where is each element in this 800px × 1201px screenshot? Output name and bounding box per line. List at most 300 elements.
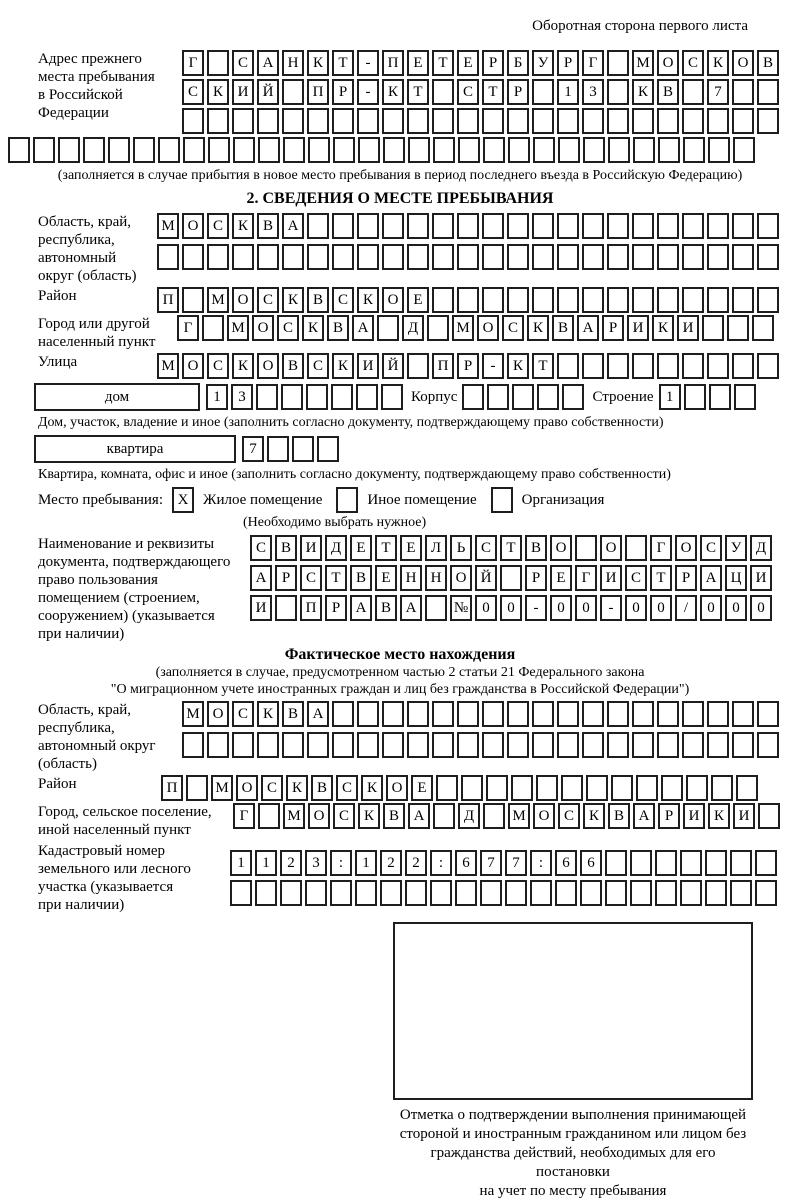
char-cell[interactable]: С (207, 213, 229, 239)
char-cell[interactable] (457, 701, 479, 727)
char-cell[interactable] (275, 595, 297, 621)
char-cell[interactable]: А (400, 595, 422, 621)
char-cell[interactable]: Й (257, 79, 279, 105)
char-cell[interactable]: Н (400, 565, 422, 591)
char-cell[interactable]: И (733, 803, 755, 829)
char-cell[interactable] (330, 880, 352, 906)
char-cell[interactable]: В (657, 79, 679, 105)
char-cell[interactable]: Т (650, 565, 672, 591)
char-cell[interactable]: - (357, 50, 379, 76)
char-cell[interactable] (257, 732, 279, 758)
char-cell[interactable]: С (232, 701, 254, 727)
char-cell[interactable]: 0 (700, 595, 722, 621)
char-cell[interactable] (682, 353, 704, 379)
char-cell[interactable] (733, 137, 755, 163)
char-cell[interactable] (682, 108, 704, 134)
char-cell[interactable] (532, 213, 554, 239)
char-cell[interactable] (307, 108, 329, 134)
char-cell[interactable] (158, 137, 180, 163)
char-cell[interactable]: В (757, 50, 779, 76)
char-cell[interactable]: 2 (380, 850, 402, 876)
char-cell[interactable]: О (182, 353, 204, 379)
char-cell[interactable] (307, 732, 329, 758)
char-cell[interactable] (707, 732, 729, 758)
char-cell[interactable]: П (307, 79, 329, 105)
char-cell[interactable] (561, 775, 583, 801)
char-cell[interactable] (507, 108, 529, 134)
char-cell[interactable] (457, 287, 479, 313)
char-cell[interactable]: - (357, 79, 379, 105)
char-cell[interactable] (317, 436, 339, 462)
char-cell[interactable]: Р (557, 50, 579, 76)
char-cell[interactable] (532, 79, 554, 105)
char-cell[interactable] (308, 137, 330, 163)
char-cell[interactable] (557, 701, 579, 727)
char-cell[interactable]: С (277, 315, 299, 341)
char-cell[interactable] (732, 701, 754, 727)
char-cell[interactable] (332, 213, 354, 239)
char-cell[interactable] (186, 775, 208, 801)
char-cell[interactable] (267, 436, 289, 462)
char-cell[interactable]: Й (382, 353, 404, 379)
char-cell[interactable] (283, 137, 305, 163)
char-cell[interactable] (8, 137, 30, 163)
char-cell[interactable] (182, 108, 204, 134)
organization-checkbox[interactable] (491, 487, 513, 513)
char-cell[interactable] (407, 732, 429, 758)
char-cell[interactable]: И (232, 79, 254, 105)
char-cell[interactable] (655, 850, 677, 876)
char-cell[interactable]: Р (332, 79, 354, 105)
char-cell[interactable]: : (530, 850, 552, 876)
char-cell[interactable]: О (308, 803, 330, 829)
char-cell[interactable] (682, 244, 704, 270)
char-cell[interactable] (407, 108, 429, 134)
char-cell[interactable] (207, 50, 229, 76)
char-cell[interactable] (357, 213, 379, 239)
char-cell[interactable]: О (477, 315, 499, 341)
char-cell[interactable]: М (452, 315, 474, 341)
char-cell[interactable]: 0 (575, 595, 597, 621)
char-cell[interactable] (380, 880, 402, 906)
char-cell[interactable] (632, 701, 654, 727)
char-cell[interactable] (157, 244, 179, 270)
char-cell[interactable]: 1 (206, 384, 228, 410)
char-cell[interactable]: А (250, 565, 272, 591)
char-cell[interactable]: С (700, 535, 722, 561)
char-cell[interactable]: Е (407, 50, 429, 76)
char-cell[interactable] (757, 79, 779, 105)
char-cell[interactable]: 3 (231, 384, 253, 410)
char-cell[interactable]: Т (375, 535, 397, 561)
char-cell[interactable]: 0 (750, 595, 772, 621)
char-cell[interactable] (732, 732, 754, 758)
char-cell[interactable]: С (625, 565, 647, 591)
char-cell[interactable] (382, 213, 404, 239)
char-cell[interactable] (630, 850, 652, 876)
char-cell[interactable] (532, 244, 554, 270)
char-cell[interactable] (455, 880, 477, 906)
char-cell[interactable]: С (558, 803, 580, 829)
char-cell[interactable]: К (286, 775, 308, 801)
char-cell[interactable]: М (157, 353, 179, 379)
char-cell[interactable] (708, 137, 730, 163)
char-cell[interactable]: С (333, 803, 355, 829)
char-cell[interactable] (507, 213, 529, 239)
char-cell[interactable] (282, 244, 304, 270)
char-cell[interactable] (482, 108, 504, 134)
char-cell[interactable] (257, 108, 279, 134)
char-cell[interactable]: К (232, 213, 254, 239)
char-cell[interactable] (258, 137, 280, 163)
char-cell[interactable]: П (382, 50, 404, 76)
char-cell[interactable]: 1 (255, 850, 277, 876)
char-cell[interactable] (732, 79, 754, 105)
char-cell[interactable] (407, 353, 429, 379)
char-cell[interactable]: С (300, 565, 322, 591)
char-cell[interactable] (331, 384, 353, 410)
char-cell[interactable] (607, 287, 629, 313)
char-cell[interactable] (232, 108, 254, 134)
char-cell[interactable]: М (508, 803, 530, 829)
char-cell[interactable] (511, 775, 533, 801)
char-cell[interactable]: 2 (405, 850, 427, 876)
char-cell[interactable]: Т (532, 353, 554, 379)
char-cell[interactable] (58, 137, 80, 163)
char-cell[interactable]: Р (507, 79, 529, 105)
char-cell[interactable] (532, 701, 554, 727)
char-cell[interactable] (382, 108, 404, 134)
char-cell[interactable] (83, 137, 105, 163)
char-cell[interactable] (632, 353, 654, 379)
char-cell[interactable] (207, 732, 229, 758)
char-cell[interactable]: Е (457, 50, 479, 76)
char-cell[interactable] (182, 732, 204, 758)
char-cell[interactable]: С (261, 775, 283, 801)
char-cell[interactable] (607, 701, 629, 727)
char-cell[interactable] (582, 108, 604, 134)
char-cell[interactable] (333, 137, 355, 163)
char-cell[interactable]: 6 (555, 850, 577, 876)
char-cell[interactable] (558, 137, 580, 163)
char-cell[interactable]: К (302, 315, 324, 341)
char-cell[interactable] (457, 108, 479, 134)
char-cell[interactable]: 1 (230, 850, 252, 876)
char-cell[interactable]: П (300, 595, 322, 621)
char-cell[interactable] (507, 732, 529, 758)
char-cell[interactable]: Т (325, 565, 347, 591)
char-cell[interactable]: В (282, 353, 304, 379)
char-cell[interactable]: К (282, 287, 304, 313)
char-cell[interactable]: Н (282, 50, 304, 76)
char-cell[interactable] (632, 213, 654, 239)
char-cell[interactable]: М (182, 701, 204, 727)
char-cell[interactable] (607, 353, 629, 379)
char-cell[interactable]: О (207, 701, 229, 727)
char-cell[interactable] (408, 137, 430, 163)
char-cell[interactable] (258, 803, 280, 829)
char-cell[interactable]: А (408, 803, 430, 829)
char-cell[interactable] (557, 244, 579, 270)
char-cell[interactable] (427, 315, 449, 341)
char-cell[interactable]: Е (350, 535, 372, 561)
char-cell[interactable]: Р (658, 803, 680, 829)
char-cell[interactable]: С (332, 287, 354, 313)
char-cell[interactable]: И (683, 803, 705, 829)
char-cell[interactable] (702, 315, 724, 341)
char-cell[interactable] (482, 701, 504, 727)
char-cell[interactable] (432, 701, 454, 727)
char-cell[interactable]: В (282, 701, 304, 727)
char-cell[interactable]: О (252, 315, 274, 341)
char-cell[interactable] (582, 701, 604, 727)
char-cell[interactable]: И (250, 595, 272, 621)
char-cell[interactable]: А (577, 315, 599, 341)
char-cell[interactable] (705, 880, 727, 906)
char-cell[interactable] (457, 213, 479, 239)
char-cell[interactable] (682, 79, 704, 105)
char-cell[interactable]: Д (325, 535, 347, 561)
char-cell[interactable]: К (527, 315, 549, 341)
char-cell[interactable] (757, 108, 779, 134)
char-cell[interactable] (382, 701, 404, 727)
char-cell[interactable] (657, 353, 679, 379)
char-cell[interactable] (480, 880, 502, 906)
char-cell[interactable]: : (330, 850, 352, 876)
char-cell[interactable]: К (332, 353, 354, 379)
char-cell[interactable]: - (525, 595, 547, 621)
char-cell[interactable] (532, 108, 554, 134)
char-cell[interactable] (282, 108, 304, 134)
char-cell[interactable]: И (750, 565, 772, 591)
char-cell[interactable] (461, 775, 483, 801)
char-cell[interactable] (183, 137, 205, 163)
char-cell[interactable]: М (157, 213, 179, 239)
char-cell[interactable]: И (300, 535, 322, 561)
char-cell[interactable]: С (336, 775, 358, 801)
char-cell[interactable]: М (283, 803, 305, 829)
char-cell[interactable] (707, 108, 729, 134)
char-cell[interactable] (632, 244, 654, 270)
char-cell[interactable] (432, 732, 454, 758)
char-cell[interactable] (557, 287, 579, 313)
char-cell[interactable] (532, 732, 554, 758)
char-cell[interactable] (732, 353, 754, 379)
char-cell[interactable]: А (282, 213, 304, 239)
char-cell[interactable] (232, 244, 254, 270)
char-cell[interactable]: С (207, 353, 229, 379)
char-cell[interactable] (433, 803, 455, 829)
char-cell[interactable]: В (257, 213, 279, 239)
char-cell[interactable] (532, 287, 554, 313)
char-cell[interactable] (432, 79, 454, 105)
char-cell[interactable] (757, 732, 779, 758)
char-cell[interactable] (507, 244, 529, 270)
char-cell[interactable] (562, 384, 584, 410)
char-cell[interactable]: 0 (625, 595, 647, 621)
char-cell[interactable]: С (232, 50, 254, 76)
char-cell[interactable] (357, 732, 379, 758)
char-cell[interactable] (607, 732, 629, 758)
char-cell[interactable] (657, 732, 679, 758)
char-cell[interactable]: И (677, 315, 699, 341)
char-cell[interactable] (108, 137, 130, 163)
char-cell[interactable] (661, 775, 683, 801)
char-cell[interactable] (732, 213, 754, 239)
char-cell[interactable] (707, 244, 729, 270)
char-cell[interactable]: 7 (505, 850, 527, 876)
char-cell[interactable]: 1 (557, 79, 579, 105)
char-cell[interactable] (533, 137, 555, 163)
char-cell[interactable]: А (352, 315, 374, 341)
char-cell[interactable] (557, 213, 579, 239)
char-cell[interactable]: У (532, 50, 554, 76)
char-cell[interactable]: В (311, 775, 333, 801)
char-cell[interactable]: О (257, 353, 279, 379)
char-cell[interactable]: 6 (580, 850, 602, 876)
char-cell[interactable]: 0 (725, 595, 747, 621)
char-cell[interactable]: 1 (355, 850, 377, 876)
char-cell[interactable]: С (182, 79, 204, 105)
char-cell[interactable]: В (327, 315, 349, 341)
char-cell[interactable] (507, 287, 529, 313)
char-cell[interactable] (586, 775, 608, 801)
char-cell[interactable]: 3 (305, 850, 327, 876)
char-cell[interactable]: Р (457, 353, 479, 379)
char-cell[interactable] (280, 880, 302, 906)
char-cell[interactable] (282, 732, 304, 758)
char-cell[interactable] (33, 137, 55, 163)
char-cell[interactable] (357, 244, 379, 270)
char-cell[interactable] (458, 137, 480, 163)
char-cell[interactable]: Е (400, 535, 422, 561)
char-cell[interactable] (632, 732, 654, 758)
char-cell[interactable] (607, 50, 629, 76)
char-cell[interactable]: Г (182, 50, 204, 76)
char-cell[interactable] (432, 108, 454, 134)
char-cell[interactable]: П (157, 287, 179, 313)
char-cell[interactable]: К (583, 803, 605, 829)
char-cell[interactable] (483, 137, 505, 163)
char-cell[interactable] (682, 287, 704, 313)
char-cell[interactable] (607, 213, 629, 239)
char-cell[interactable] (405, 880, 427, 906)
confirmation-stamp-box[interactable] (393, 922, 753, 1100)
char-cell[interactable] (608, 137, 630, 163)
char-cell[interactable]: 0 (550, 595, 572, 621)
char-cell[interactable] (407, 244, 429, 270)
char-cell[interactable] (482, 287, 504, 313)
char-cell[interactable] (257, 244, 279, 270)
char-cell[interactable] (711, 775, 733, 801)
char-cell[interactable] (332, 701, 354, 727)
char-cell[interactable] (457, 732, 479, 758)
char-cell[interactable] (752, 315, 774, 341)
char-cell[interactable] (605, 850, 627, 876)
char-cell[interactable] (357, 108, 379, 134)
char-cell[interactable]: К (632, 79, 654, 105)
char-cell[interactable] (757, 287, 779, 313)
char-cell[interactable] (306, 384, 328, 410)
char-cell[interactable] (407, 701, 429, 727)
char-cell[interactable] (332, 732, 354, 758)
char-cell[interactable] (582, 244, 604, 270)
char-cell[interactable] (462, 384, 484, 410)
char-cell[interactable] (583, 137, 605, 163)
char-cell[interactable]: К (257, 701, 279, 727)
char-cell[interactable] (730, 850, 752, 876)
char-cell[interactable]: Ц (725, 565, 747, 591)
char-cell[interactable]: 0 (475, 595, 497, 621)
char-cell[interactable]: В (350, 565, 372, 591)
char-cell[interactable] (232, 732, 254, 758)
char-cell[interactable] (436, 775, 458, 801)
char-cell[interactable] (611, 775, 633, 801)
char-cell[interactable]: П (161, 775, 183, 801)
residential-premises-checkbox[interactable]: X (172, 487, 194, 513)
char-cell[interactable] (307, 213, 329, 239)
char-cell[interactable] (307, 244, 329, 270)
char-cell[interactable] (657, 108, 679, 134)
char-cell[interactable]: Н (425, 565, 447, 591)
char-cell[interactable]: А (633, 803, 655, 829)
char-cell[interactable] (758, 803, 780, 829)
char-cell[interactable]: - (600, 595, 622, 621)
char-cell[interactable] (383, 137, 405, 163)
char-cell[interactable]: К (707, 50, 729, 76)
char-cell[interactable] (607, 79, 629, 105)
char-cell[interactable]: О (732, 50, 754, 76)
char-cell[interactable] (636, 775, 658, 801)
char-cell[interactable] (433, 137, 455, 163)
char-cell[interactable] (682, 213, 704, 239)
char-cell[interactable] (730, 880, 752, 906)
char-cell[interactable] (680, 880, 702, 906)
char-cell[interactable] (505, 880, 527, 906)
char-cell[interactable]: 3 (582, 79, 604, 105)
char-cell[interactable] (757, 701, 779, 727)
char-cell[interactable] (207, 108, 229, 134)
char-cell[interactable]: А (257, 50, 279, 76)
char-cell[interactable] (682, 701, 704, 727)
char-cell[interactable]: Г (233, 803, 255, 829)
char-cell[interactable] (482, 213, 504, 239)
char-cell[interactable] (707, 353, 729, 379)
char-cell[interactable]: Т (407, 79, 429, 105)
char-cell[interactable] (757, 244, 779, 270)
char-cell[interactable]: О (657, 50, 679, 76)
char-cell[interactable] (575, 535, 597, 561)
char-cell[interactable] (255, 880, 277, 906)
char-cell[interactable] (732, 287, 754, 313)
char-cell[interactable]: Р (482, 50, 504, 76)
char-cell[interactable]: Е (407, 287, 429, 313)
char-cell[interactable]: 7 (480, 850, 502, 876)
char-cell[interactable] (757, 353, 779, 379)
char-cell[interactable]: Е (411, 775, 433, 801)
char-cell[interactable] (430, 880, 452, 906)
char-cell[interactable]: О (675, 535, 697, 561)
char-cell[interactable]: В (608, 803, 630, 829)
char-cell[interactable]: 0 (500, 595, 522, 621)
char-cell[interactable]: Т (332, 50, 354, 76)
char-cell[interactable] (657, 213, 679, 239)
char-cell[interactable] (657, 244, 679, 270)
char-cell[interactable] (727, 315, 749, 341)
char-cell[interactable]: И (357, 353, 379, 379)
char-cell[interactable] (657, 701, 679, 727)
char-cell[interactable] (757, 213, 779, 239)
